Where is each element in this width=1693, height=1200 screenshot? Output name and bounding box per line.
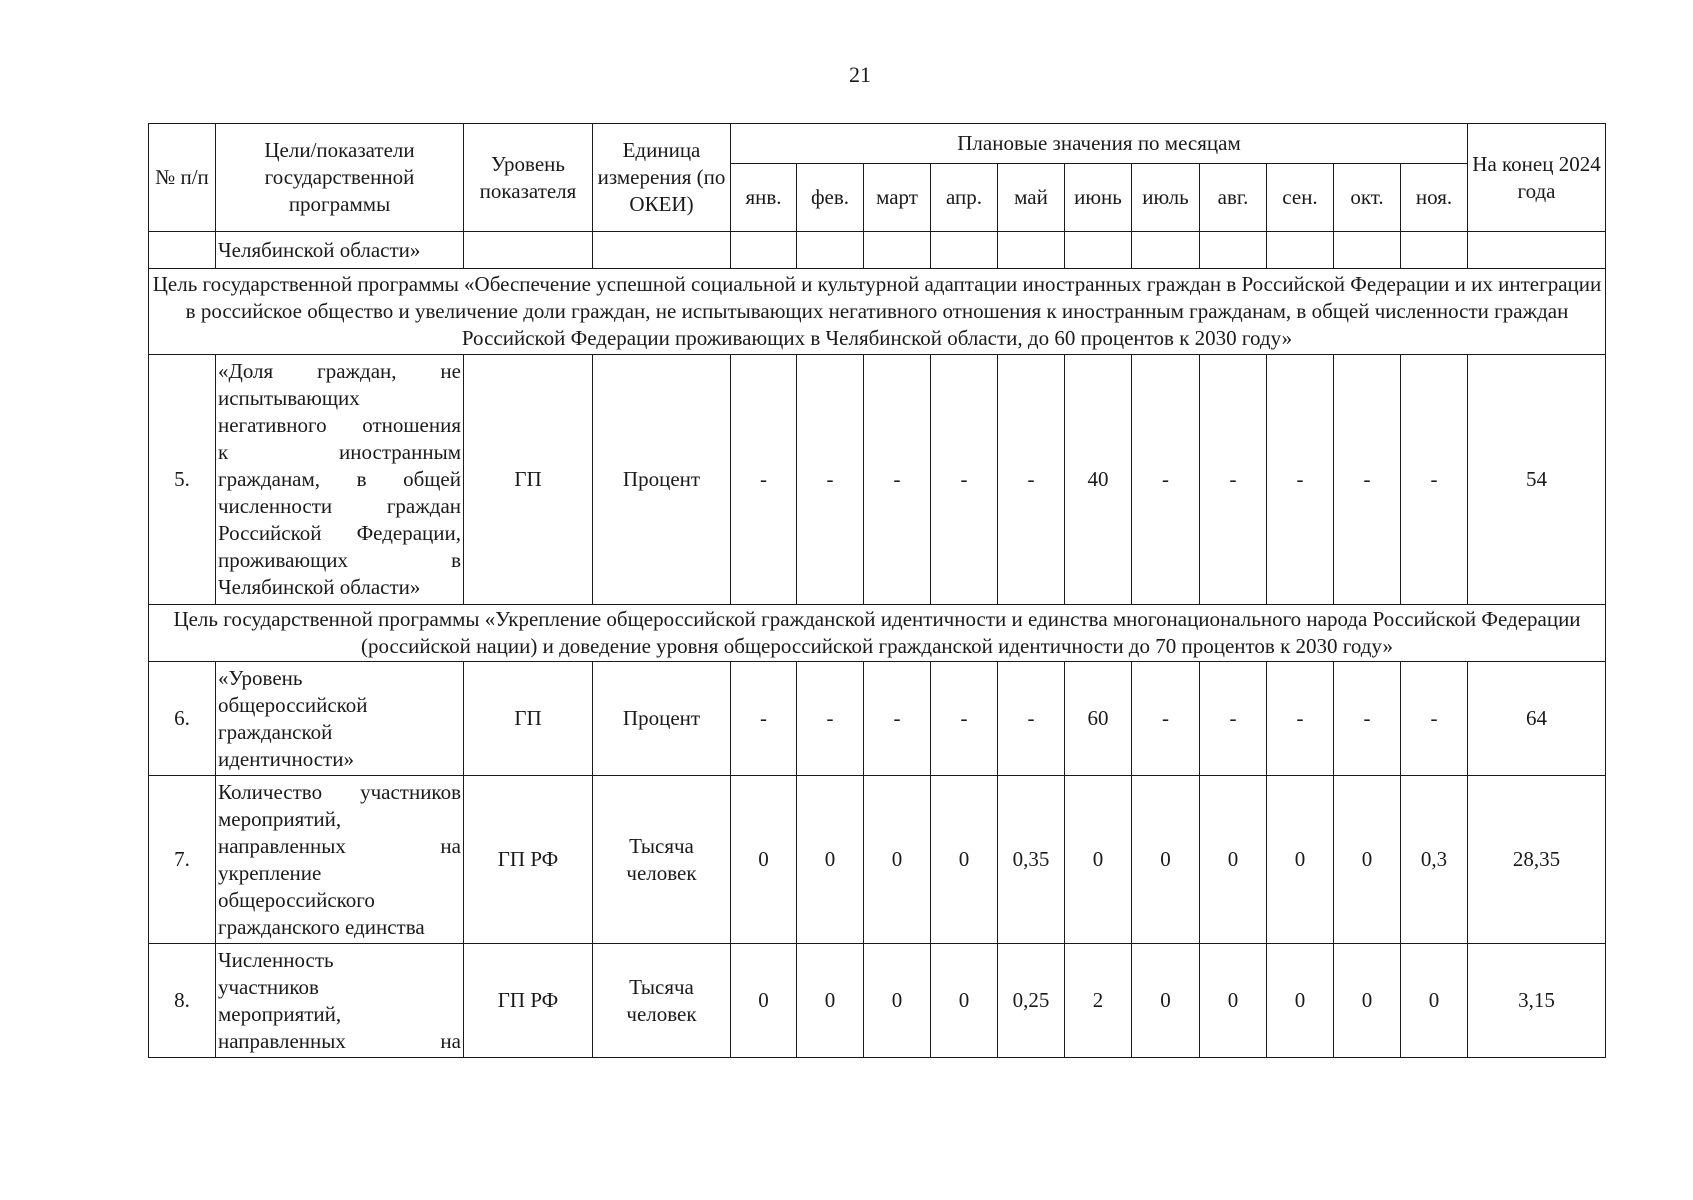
- row-month-value: 0,3: [1401, 776, 1468, 944]
- continuation-name: Челябинской области»: [216, 232, 464, 269]
- row-level: ГП: [464, 355, 593, 605]
- row-name-line: Челябинской области»: [218, 575, 421, 599]
- row-name-line: общероссийского: [218, 887, 375, 912]
- goal-row: [149, 269, 1606, 355]
- row-end-value: 28,35: [1468, 776, 1606, 944]
- row-month-value: -: [931, 662, 998, 776]
- header-level: Уровень показателя: [464, 124, 593, 232]
- header-month: фев.: [797, 164, 864, 232]
- row-month-value: 0: [1065, 776, 1132, 944]
- row-name-line: Количество участников: [218, 779, 461, 804]
- row-name-line: укрепление: [218, 860, 322, 885]
- row-month-value: 0: [1401, 944, 1468, 1058]
- row-name-line: Численность: [218, 947, 334, 972]
- row-name: [216, 944, 464, 1058]
- cell-empty: [1267, 232, 1334, 269]
- cell-empty: [864, 232, 931, 269]
- row-month-value: -: [1267, 662, 1334, 776]
- indicators-table: [148, 123, 1606, 1058]
- row-name-line: испытывающих: [218, 386, 360, 410]
- row-month-value: -: [731, 355, 797, 605]
- row-month-value: -: [797, 355, 864, 605]
- row-month-value: 0: [864, 776, 931, 944]
- table-row: [149, 944, 1606, 1058]
- row-name-line: идентичности»: [218, 746, 354, 771]
- row-month-value: -: [931, 355, 998, 605]
- row-month-value: 0,25: [998, 944, 1065, 1058]
- row-name-line: участников: [218, 974, 319, 999]
- row-name-line: гражданского единства: [218, 914, 425, 939]
- header-month: апр.: [931, 164, 998, 232]
- row-level: ГП РФ: [464, 776, 593, 944]
- header-month: сен.: [1267, 164, 1334, 232]
- row-month-value: -: [1401, 662, 1468, 776]
- row-month-value: 2: [1065, 944, 1132, 1058]
- goal-text: Цель государственной программы «Укрепление общероссийской гражданской идентичности и единства многонационального народа Российской Федерации (российской нации) и доведение уровня общероссийской гражданской идентичности до 70 процентов к 2030 году»: [149, 605, 1606, 662]
- row-month-value: 0: [797, 776, 864, 944]
- row-name-line: «Уровень: [218, 665, 303, 690]
- table-row: [149, 355, 1606, 605]
- row-unit: Процент: [593, 355, 731, 605]
- row-month-value: 60: [1065, 662, 1132, 776]
- row-num: 8.: [149, 944, 216, 1058]
- page-number: 21: [849, 62, 871, 87]
- header-month: июнь: [1065, 164, 1132, 232]
- row-name-line: к иностранным: [218, 440, 461, 464]
- header-month: окт.: [1334, 164, 1401, 232]
- row-name: [216, 662, 464, 776]
- header-unit: Единица измерения (по ОКЕИ): [593, 124, 731, 232]
- cell-empty: [1065, 232, 1132, 269]
- row-month-value: 0: [931, 944, 998, 1058]
- header-month: июль: [1132, 164, 1200, 232]
- cell-empty: [731, 232, 797, 269]
- row-name-line: мероприятий,: [218, 806, 342, 831]
- row-end-value: 3,15: [1468, 944, 1606, 1058]
- row-month-value: 0: [1334, 944, 1401, 1058]
- row-month-value: 0: [1200, 776, 1267, 944]
- row-month-value: -: [864, 355, 931, 605]
- header-row-1: [149, 124, 1606, 164]
- row-month-value: -: [1401, 355, 1468, 605]
- row-month-value: 40: [1065, 355, 1132, 605]
- row-month-value: -: [1132, 662, 1200, 776]
- row-num: 6.: [149, 662, 216, 776]
- row-month-value: 0: [797, 944, 864, 1058]
- row-name-line: негативного отношения: [218, 413, 461, 437]
- row-month-value: -: [1132, 355, 1200, 605]
- header-month: янв.: [731, 164, 797, 232]
- row-month-value: 0: [1132, 776, 1200, 944]
- cell-empty: [931, 232, 998, 269]
- row-month-value: 0: [864, 944, 931, 1058]
- header-month: март: [864, 164, 931, 232]
- header-month: авг.: [1200, 164, 1267, 232]
- row-month-value: 0: [1267, 944, 1334, 1058]
- row-month-value: 0: [1334, 776, 1401, 944]
- row-num: 7.: [149, 776, 216, 944]
- row-month-value: 0: [1200, 944, 1267, 1058]
- row-name-line: Российской Федерации,: [218, 521, 461, 545]
- row-end-value: 54: [1468, 355, 1606, 605]
- row-month-value: -: [1334, 662, 1401, 776]
- cell-empty: [149, 232, 216, 269]
- row-month-value: 0: [731, 944, 797, 1058]
- cell-empty: [1132, 232, 1200, 269]
- row-month-value: 0: [931, 776, 998, 944]
- row-month-value: -: [998, 662, 1065, 776]
- row-name: [216, 355, 464, 605]
- row-name-line: проживающих в: [218, 548, 461, 572]
- cell-empty: [998, 232, 1065, 269]
- row-month-value: -: [731, 662, 797, 776]
- row-month-value: 0: [1267, 776, 1334, 944]
- header-month: ноя.: [1401, 164, 1468, 232]
- row-month-value: -: [998, 355, 1065, 605]
- cell-empty: [797, 232, 864, 269]
- header-goal: Цели/показатели государственной программы: [216, 124, 464, 232]
- row-name-line: направленных на: [218, 833, 461, 858]
- row-month-value: 0: [1132, 944, 1200, 1058]
- row-month-value: -: [864, 662, 931, 776]
- row-month-value: -: [1200, 355, 1267, 605]
- row-month-value: 0,35: [998, 776, 1065, 944]
- row-unit: Процент: [593, 662, 731, 776]
- row-name: [216, 776, 464, 944]
- row-name-line: мероприятий,: [218, 1001, 342, 1026]
- header-month: май: [998, 164, 1065, 232]
- row-name-line: численности граждан: [218, 494, 461, 518]
- row-unit: Тысяча человек: [593, 776, 731, 944]
- cell-empty: [593, 232, 731, 269]
- row-name-line: гражданам, в общей: [218, 467, 461, 491]
- row-month-value: -: [1267, 355, 1334, 605]
- table-row: [149, 776, 1606, 944]
- header-end: На конец 2024 года: [1468, 124, 1606, 232]
- goal-text: Цель государственной программы «Обеспечение успешной социальной и культурной адаптации иностранных граждан в Российской Федерации и их интеграции в российское общество и увеличение доли граждан, не испытывающих негативного отношения к иностранным гражданам, в общей численности граждан Российской Федерации проживающих в Челябинской области, до 60 процентов к 2030 году»: [149, 269, 1606, 355]
- row-end-value: 64: [1468, 662, 1606, 776]
- cell-empty: [1401, 232, 1468, 269]
- row-unit: Тысяча человек: [593, 944, 731, 1058]
- continuation-row: [149, 232, 1606, 269]
- row-name-line: направленных на: [218, 1028, 461, 1053]
- row-month-value: -: [1334, 355, 1401, 605]
- cell-empty: [1200, 232, 1267, 269]
- row-level: ГП: [464, 662, 593, 776]
- row-level: ГП РФ: [464, 944, 593, 1058]
- cell-empty: [1468, 232, 1606, 269]
- header-num: № п/п: [149, 124, 216, 232]
- row-name-line: «Доля граждан, не: [218, 359, 461, 383]
- cell-empty: [1334, 232, 1401, 269]
- row-month-value: -: [1200, 662, 1267, 776]
- goal-row: [149, 605, 1606, 662]
- header-plan: Плановые значения по месяцам: [731, 124, 1468, 164]
- row-num: 5.: [149, 355, 216, 605]
- row-month-value: 0: [731, 776, 797, 944]
- row-month-value: -: [797, 662, 864, 776]
- table-row: [149, 662, 1606, 776]
- row-name-line: общероссийской: [218, 692, 368, 717]
- row-name-line: гражданской: [218, 719, 333, 744]
- cell-empty: [464, 232, 593, 269]
